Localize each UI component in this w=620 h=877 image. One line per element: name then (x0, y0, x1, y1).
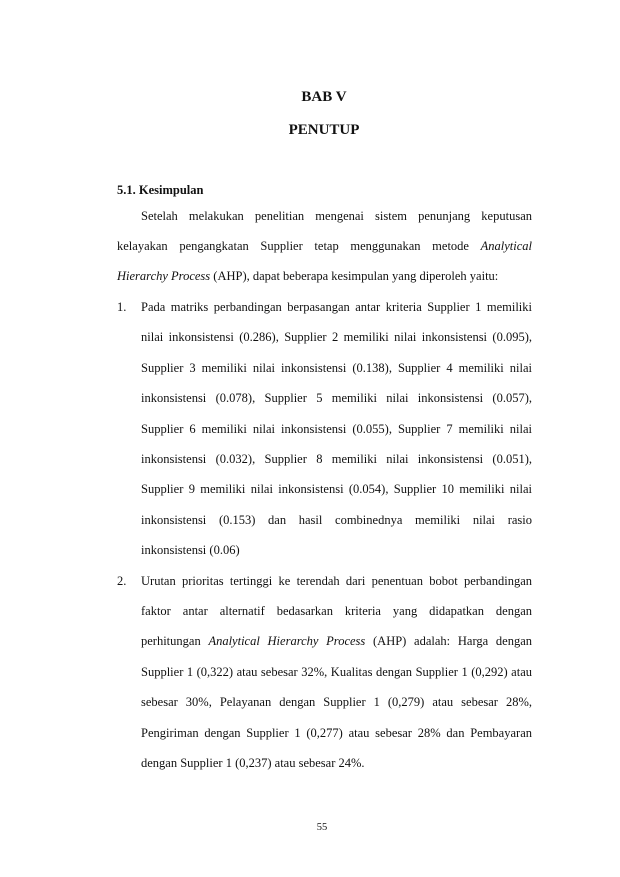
section-heading: 5.1. Kesimpulan (117, 183, 204, 197)
page-number: 55 (316, 822, 328, 833)
conclusion-item-1 (117, 292, 532, 566)
intro-method-name: Analytical Hierarchy Process (117, 239, 532, 283)
conclusion-text-1: Pada matriks perbandingan berpasangan antar kriteria Supplier 1 memiliki nilai inkonsistensi (0.286), Supplier 2 memiliki nilai inkonsistensi (0.095), Supplier 3 memiliki nilai inkonsistensi (0.138), Supplier 4 memiliki nilai inkonsistensi (0.078), Supplier 5 memiliki nilai inkonsistensi (0.057), Supplier 6 memiliki nilai inkonsistensi (0.055), Supplier 7 memiliki nilai inkonsistensi (0.032), Supplier 8 memiliki nilai inkonsistensi (0.051), Supplier 9 memiliki nilai inkonsistensi (0.054), Supplier 10 memiliki nilai inkonsistensi (0.153) dan hasil combinednya memiliki nilai rasio inkonsistensi (0.06) (141, 300, 532, 558)
conclusion-item-2 (117, 566, 532, 779)
intro-text-end: (AHP), dapat beberapa kesimpulan yang diperoleh yaitu: (210, 269, 499, 283)
conclusion-text-2-start: Urutan prioritas tertinggi ke terendah dari penentuan bobot perbandingan faktor antar alternatif bedasarkan kriteria yang didapatkan dengan perhitungan (141, 573, 532, 649)
intro-paragraph (117, 201, 532, 291)
conclusion-text-2-end: (AHP) adalah: Harga dengan Supplier 1 (0,322) atau sebesar 32%, Kualitas dengan Supplier 1 (0,292) atau sebesar 30%, Pelayanan dengan Supplier 1 (0,279) atau sebesar 28%, Pengiriman dengan Supplier 1 (0,277) atau sebesar 28% dan Pembayaran dengan Supplier 1 (0,237) atau sebesar 24%. (141, 634, 532, 771)
conclusion-number-1: 1. (117, 300, 127, 314)
intro-text-start: Setelah melakukan penelitian mengenai sistem penunjang keputusan kelayakan pengangkatan Supplier tetap menggunakan metode (117, 209, 532, 253)
conclusion-method-name: Analytical Hierarchy Process (208, 634, 366, 649)
chapter-title: PENUTUP (288, 122, 360, 138)
chapter-number: BAB V (301, 89, 347, 105)
conclusion-number-2: 2. (117, 573, 127, 588)
conclusion-list (117, 292, 532, 779)
